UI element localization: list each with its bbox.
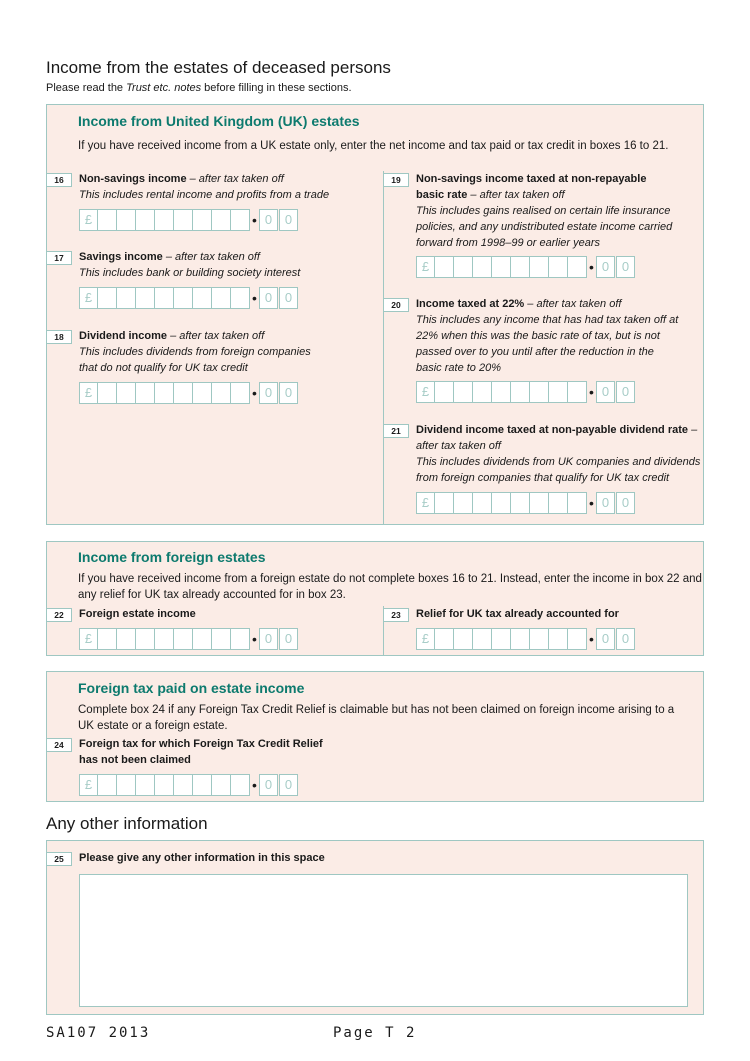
box-23-title: Relief for UK tax already accounted for — [416, 608, 619, 620]
box-25-label — [79, 850, 325, 866]
foreign-tax-panel — [46, 671, 704, 802]
digit-cell[interactable] — [117, 774, 136, 796]
section-title: Income from the estates of deceased persons — [46, 58, 391, 77]
box-24-number: 24 — [47, 738, 72, 752]
digit-cell[interactable] — [193, 209, 212, 231]
box-20-label — [416, 296, 681, 376]
box-24-title: Foreign tax for which Foreign Tax Credit Relief has not been claimed — [79, 738, 323, 766]
pence-cells — [259, 628, 299, 650]
pence-cells — [596, 381, 636, 403]
box-19-suffix: – after tax taken off — [467, 189, 565, 201]
currency-cell[interactable]: £ — [79, 382, 98, 404]
digit-cell[interactable] — [231, 628, 250, 650]
digit-cell[interactable] — [492, 492, 511, 514]
digit-cell[interactable] — [193, 628, 212, 650]
decimal-point: • — [252, 630, 257, 647]
box-16-number: 16 — [47, 173, 72, 187]
foreign-estates-description: If you have received income from a foreign estate do not complete boxes 16 to 21. Instead, enter the income in box 22 and any relief for UK tax already accounted for in box 23. — [78, 573, 702, 601]
digit-cell[interactable] — [492, 381, 511, 403]
pence-cell[interactable]: 0 — [596, 628, 615, 650]
pence-cells — [259, 382, 299, 404]
foreign-tax-title: Foreign tax paid on estate income — [78, 680, 305, 696]
box-18-title: Dividend income — [79, 330, 168, 342]
digit-cell[interactable] — [530, 256, 549, 278]
pence-cell[interactable]: 0 — [596, 256, 615, 278]
box-18-suffix: – after tax taken off — [167, 330, 265, 342]
digit-cell[interactable] — [492, 256, 511, 278]
box-17-number: 17 — [47, 251, 72, 265]
pence-cell[interactable]: 0 — [259, 382, 278, 404]
box-22-title: Foreign estate income — [79, 608, 196, 620]
digit-cell[interactable] — [212, 287, 231, 309]
box-21-amount-field[interactable] — [416, 491, 636, 514]
digit-cell[interactable] — [98, 774, 117, 796]
pence-cell[interactable]: 0 — [596, 492, 615, 514]
intro-after: before filling in these sections. — [201, 82, 352, 94]
digit-cell[interactable] — [155, 774, 174, 796]
box-21-suffix: – after tax taken off — [416, 424, 698, 452]
decimal-point: • — [252, 211, 257, 228]
digit-cell[interactable] — [174, 287, 193, 309]
box-19-note: This includes gains realised on certain life insurance policies, and any undistributed estate income carried forward from 1998–99 or earlier years — [416, 205, 673, 249]
digit-cell[interactable] — [117, 382, 136, 404]
digit-cell[interactable] — [231, 209, 250, 231]
pence-cell[interactable]: 0 — [616, 492, 635, 514]
box-18-note: This includes dividends from foreign companies that do not qualify for UK tax credit — [79, 346, 311, 374]
digit-cell[interactable] — [98, 287, 117, 309]
currency-cell[interactable]: £ — [79, 287, 98, 309]
box-25-title: Please give any other information in this space — [79, 852, 325, 864]
digit-cell[interactable] — [530, 492, 549, 514]
digit-cell[interactable] — [549, 381, 568, 403]
box-21-number: 21 — [384, 424, 409, 438]
digit-cell[interactable] — [511, 492, 530, 514]
form-code: SA107 2013 — [46, 1025, 151, 1041]
box-16-note: This includes rental income and profits from a trade — [79, 189, 330, 201]
currency-cell[interactable]: £ — [79, 209, 98, 231]
box-23-number: 23 — [384, 608, 409, 622]
box-22-label — [79, 606, 196, 622]
pence-cell[interactable]: 0 — [259, 774, 278, 796]
digit-cell[interactable] — [568, 256, 587, 278]
digit-cell[interactable] — [98, 382, 117, 404]
pence-cell[interactable]: 0 — [279, 774, 298, 796]
currency-cell[interactable]: £ — [416, 492, 435, 514]
digit-cell[interactable] — [492, 628, 511, 650]
digit-cell[interactable] — [231, 774, 250, 796]
decimal-point: • — [252, 776, 257, 793]
digit-cell[interactable] — [435, 492, 454, 514]
decimal-point: • — [252, 289, 257, 306]
other-info-textarea[interactable] — [79, 874, 688, 1007]
digit-cell[interactable] — [98, 209, 117, 231]
decimal-point: • — [589, 494, 594, 511]
other-info-heading: Any other information — [46, 814, 208, 833]
digit-cell[interactable] — [136, 382, 155, 404]
digit-cell[interactable] — [174, 382, 193, 404]
digit-cell[interactable] — [174, 628, 193, 650]
uk-estates-description: If you have received income from a UK estate only, enter the net income and tax paid or tax credit in boxes 16 to 21. — [78, 140, 669, 152]
pence-cell[interactable]: 0 — [616, 628, 635, 650]
digit-cell[interactable] — [549, 492, 568, 514]
pence-cell[interactable]: 0 — [279, 382, 298, 404]
box-24-amount-field[interactable] — [79, 773, 299, 796]
currency-cell[interactable]: £ — [416, 381, 435, 403]
digit-cell[interactable] — [155, 628, 174, 650]
digit-cell[interactable] — [136, 209, 155, 231]
uk-estates-divider — [383, 171, 384, 525]
digit-cell[interactable] — [231, 382, 250, 404]
digit-cell[interactable] — [136, 628, 155, 650]
uk-estates-title: Income from United Kingdom (UK) estates — [78, 113, 360, 129]
box-21-label — [416, 422, 701, 486]
foreign-estates-title: Income from foreign estates — [78, 549, 266, 565]
box-23-amount-field[interactable] — [416, 627, 636, 650]
pence-cell[interactable]: 0 — [616, 381, 635, 403]
pence-cells — [259, 287, 299, 309]
box-19-amount-field[interactable] — [416, 255, 636, 278]
digit-cell[interactable] — [568, 381, 587, 403]
box-17-suffix: – after tax taken off — [162, 251, 260, 263]
digit-cell[interactable] — [98, 628, 117, 650]
intro-text — [46, 82, 352, 94]
currency-cell[interactable]: £ — [79, 628, 98, 650]
digit-cell[interactable] — [549, 256, 568, 278]
pence-cell[interactable]: 0 — [279, 209, 298, 231]
digit-cell[interactable] — [136, 287, 155, 309]
digit-cell[interactable] — [435, 256, 454, 278]
digit-cell[interactable] — [193, 774, 212, 796]
box-16-amount-field[interactable] — [79, 208, 299, 231]
digit-cell[interactable] — [530, 381, 549, 403]
pence-cells — [259, 209, 299, 231]
intro-before: Please read the — [46, 82, 127, 94]
digit-cell[interactable] — [174, 209, 193, 231]
digit-cell[interactable] — [136, 774, 155, 796]
digit-cell[interactable] — [155, 209, 174, 231]
currency-cell[interactable]: £ — [79, 774, 98, 796]
box-19-title: Non-savings income taxed at non-repayable basic rate — [416, 173, 647, 201]
pence-cell[interactable]: 0 — [259, 287, 278, 309]
digit-cell[interactable] — [193, 382, 212, 404]
box-18-amount-field[interactable] — [79, 381, 299, 404]
digit-cell[interactable] — [454, 256, 473, 278]
decimal-point: • — [589, 258, 594, 275]
digit-cell[interactable] — [530, 628, 549, 650]
digit-cell[interactable] — [231, 287, 250, 309]
pence-cell[interactable]: 0 — [279, 628, 298, 650]
digit-cell[interactable] — [193, 287, 212, 309]
box-24-label — [79, 736, 329, 768]
digit-cell[interactable] — [511, 628, 530, 650]
digit-cell[interactable] — [212, 382, 231, 404]
digit-cell[interactable] — [549, 628, 568, 650]
box-17-label — [79, 249, 359, 281]
box-20-title: Income taxed at 22% — [416, 298, 525, 310]
box-17-note: This includes bank or building society interest — [79, 267, 301, 279]
box-18-number: 18 — [47, 330, 72, 344]
box-20-amount-field[interactable] — [416, 380, 636, 403]
box-18-label — [79, 328, 319, 376]
pence-cell[interactable]: 0 — [259, 628, 278, 650]
digit-cell[interactable] — [473, 492, 492, 514]
box-20-number: 20 — [384, 298, 409, 312]
digit-cell[interactable] — [473, 628, 492, 650]
box-22-amount-field[interactable] — [79, 627, 299, 650]
pence-cells — [596, 492, 636, 514]
decimal-point: • — [589, 383, 594, 400]
digit-cell[interactable] — [473, 256, 492, 278]
digit-cell[interactable] — [568, 492, 587, 514]
digit-cell[interactable] — [454, 628, 473, 650]
box-20-suffix: – after tax taken off — [524, 298, 622, 310]
box-17-amount-field[interactable] — [79, 286, 299, 309]
box-21-title: Dividend income taxed at non-payable dividend rate — [416, 424, 689, 436]
currency-cell[interactable]: £ — [416, 628, 435, 650]
digit-cell[interactable] — [473, 381, 492, 403]
digit-cell[interactable] — [212, 628, 231, 650]
pence-cell[interactable]: 0 — [596, 381, 615, 403]
digit-cell[interactable] — [212, 774, 231, 796]
uk-estates-panel — [46, 104, 704, 525]
page-number: Page T 2 — [333, 1025, 417, 1041]
digit-cell[interactable] — [511, 381, 530, 403]
box-17-title: Savings income — [79, 251, 163, 263]
box-25-number: 25 — [47, 852, 72, 866]
digit-cell[interactable] — [435, 628, 454, 650]
pence-cell[interactable]: 0 — [279, 287, 298, 309]
pence-cell[interactable]: 0 — [616, 256, 635, 278]
intro-notes-link: Trust etc. notes — [126, 82, 202, 94]
box-20-note: This includes any income that has had tax taken off at 22% when this was the basic rate of tax, but is not passed over to you until after the reduction in the basic rate to 20% — [416, 314, 679, 374]
digit-cell[interactable] — [117, 628, 136, 650]
box-19-label — [416, 171, 676, 251]
box-19-number: 19 — [384, 173, 409, 187]
other-info-panel — [46, 840, 704, 1015]
foreign-estates-panel — [46, 541, 704, 656]
pence-cells — [596, 628, 636, 650]
digit-cell[interactable] — [155, 382, 174, 404]
box-16-title: Non-savings income — [79, 173, 187, 185]
digit-cell[interactable] — [155, 287, 174, 309]
digit-cell[interactable] — [212, 209, 231, 231]
pence-cells — [596, 256, 636, 278]
box-16-label — [79, 171, 359, 203]
foreign-tax-description: Complete box 24 if any Foreign Tax Credit Relief is claimable but has not been claimed on foreign income arising to a UK estate or a foreign estate. — [78, 704, 675, 732]
digit-cell[interactable] — [117, 287, 136, 309]
digit-cell[interactable] — [435, 381, 454, 403]
pence-cells — [259, 774, 299, 796]
box-23-label — [416, 606, 619, 622]
box-21-note: This includes dividends from UK companies and dividends from foreign companies that qualify for UK tax credit — [416, 456, 701, 484]
pence-cell[interactable]: 0 — [259, 209, 278, 231]
decimal-point: • — [589, 630, 594, 647]
box-22-number: 22 — [47, 608, 72, 622]
box-16-suffix: – after tax taken off — [186, 173, 284, 185]
digit-cell[interactable] — [568, 628, 587, 650]
digit-cell[interactable] — [454, 492, 473, 514]
digit-cell[interactable] — [174, 774, 193, 796]
decimal-point: • — [252, 384, 257, 401]
digit-cell[interactable] — [454, 381, 473, 403]
currency-cell[interactable]: £ — [416, 256, 435, 278]
digit-cell[interactable] — [511, 256, 530, 278]
digit-cell[interactable] — [117, 209, 136, 231]
